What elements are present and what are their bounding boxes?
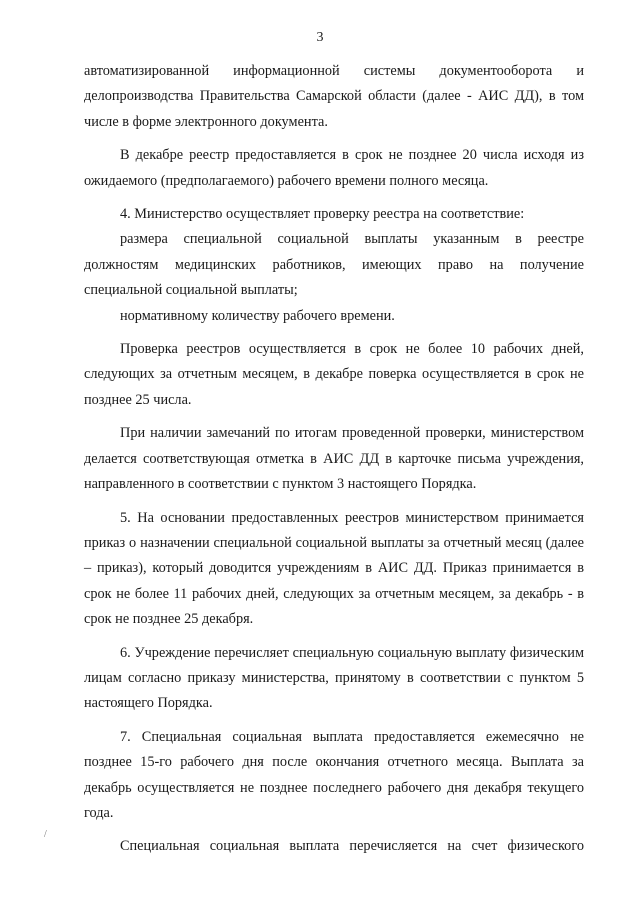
paragraph-check-term: Проверка реестров осуществляется в срок не более 10 рабочих дней, следующих за отчетным месяцем, в декабре поверка осуществляется в срок не позднее 25 числа.: [84, 341, 584, 408]
paragraph-item-7: 7. Специальная социальная выплата предоставляется ежемесячно не позднее 15-го рабочего дня после окончания отчетного месяца. Выплата за декабрь осуществляется не позднее последнего рабочего дня декабря текущего года.: [84, 728, 584, 821]
document-body: [84, 59, 584, 860]
paragraph-working-time: нормативному количеству рабочего времени.: [120, 307, 395, 324]
margin-mark: /: [44, 829, 47, 840]
paragraph-remarks: При наличии замечаний по итогам проведенной проверки, министерством делается соответствующая отметка в АИС ДД в карточке письма учреждения, направленного в соответствии с пунктом 3 настоящего Порядка.: [84, 425, 584, 493]
paragraph-item-4: 4. Министерство осуществляет проверку реестра на соответствие:: [120, 206, 525, 223]
paragraph-continuation: автоматизированной информационной системы документооборота и делопроизводства Правительства Самарской области (далее - АИС ДД), в том числе в форме электронного документа.: [84, 63, 584, 130]
page-number: 3: [316, 30, 324, 45]
paragraph-item-5: 5. На основании предоставленных реестров министерством принимается приказ о назначении специальной социальной выплаты за отчетный месяц (далее – приказ), который доводится учреждениям в АИС ДД. Приказ принимается в срок не более 11 рабочих дней, следующих за отчетным месяцем, за декабрь - в срок не позднее 25 декабря.: [84, 509, 584, 628]
paragraph-december-registry: В декабре реестр предоставляется в срок не позднее 20 числа исходя из ожидаемого (предполагаемого) рабочего времени полного месяца.: [84, 147, 584, 189]
paragraph-item-6: 6. Учреждение перечисляет специальную социальную выплату физическим лицам согласно приказу министерства, принятому в соответствии с пунктом 5 настоящего Порядка.: [84, 644, 584, 712]
paragraph-payment-size: размера специальной социальной выплаты указанным в реестре должностям медицинских работников, имеющих право на получение специальной социальной выплаты;: [84, 231, 584, 299]
paragraph-payment-transfer: Специальная социальная выплата перечисляется на счет физического: [120, 838, 584, 855]
